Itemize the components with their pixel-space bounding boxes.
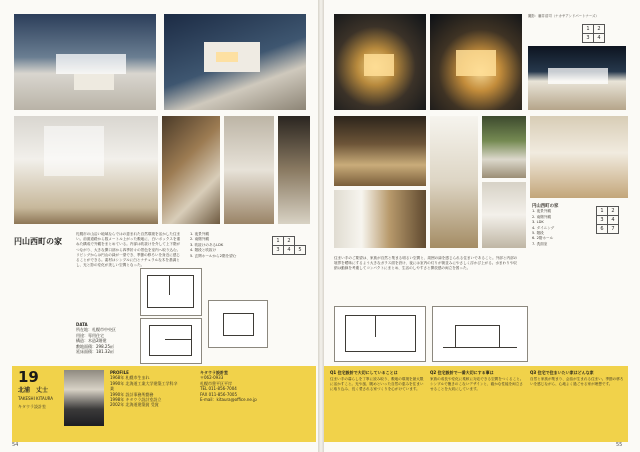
page-number-right: 55 bbox=[616, 442, 623, 448]
left-body-text: 札幌市の山沿い地域ならではの恵まれた自然環境を活かした住まい。前面道路から数メートル上がった敷地に、白いボックスを重ねた構成で外観をまとめている。内部は吹抜けを介して上下階がつながり、大きな開口部から四季折々の景色を室内へ取り込む。リビングからは円山の緑が一望でき、季節の移ろいを身近に感じることができる。素材はシンプルに白とナチュラルな木を基調とし、光と影の変化が美しい空間となった。 bbox=[76, 232, 181, 268]
data-line: 延床面積：181.32㎡ bbox=[76, 349, 114, 355]
office-line: FAX 011-856-7005 bbox=[200, 391, 238, 397]
profile-line: 1968年 札幌市生まれ bbox=[110, 375, 150, 381]
data-line: 所在地：札幌市中央区 bbox=[76, 327, 116, 333]
grid-cell: 6 bbox=[597, 225, 608, 234]
right-body-text: 住まい手のご要望は、家族が自然と集まる明るい空間と、周囲の緑を感じられる住まいであること。外部と内部の境界を曖昧にするよう大きなガラス面を設け、夜には室内の灯りが街並みにやさしく浮かび上がる。水まわりや収納は動線を考慮してコンパクトにまとめ、生活のしやすさと開放感の両立を図った。 bbox=[334, 256, 518, 271]
section-drawing bbox=[432, 306, 528, 362]
window-photo bbox=[334, 190, 426, 248]
night-exterior-photo-2 bbox=[430, 14, 522, 110]
right-column-title: 円山西町の家 bbox=[532, 204, 559, 209]
interior-living-photo bbox=[14, 116, 158, 224]
grid-cell: 2 bbox=[608, 207, 619, 216]
office-short: キタウラ設計室 bbox=[18, 404, 46, 409]
profile-block bbox=[110, 370, 180, 408]
grid-cell: 3 bbox=[273, 246, 284, 255]
caption-item: 6. 2階ホール bbox=[532, 236, 554, 241]
floor-plan-2 bbox=[140, 318, 202, 364]
kitchen-photo bbox=[530, 116, 628, 198]
profile-line: 1990年 北海道工業大学建築工学科卒業 bbox=[110, 380, 178, 392]
data-line: 用途：専用住宅 bbox=[76, 332, 104, 338]
data-heading: DATA bbox=[76, 322, 88, 327]
architect-name-en: TAKESHI KITAURA bbox=[18, 396, 53, 401]
question-3: Q3 住宅で住まいたい家はどんな家 bbox=[530, 370, 594, 375]
grid-cell: 3 bbox=[597, 216, 608, 225]
office-block bbox=[200, 370, 310, 402]
site-plan bbox=[208, 300, 268, 348]
left-captions bbox=[190, 232, 270, 259]
grid-cell: 4 bbox=[594, 34, 605, 43]
question-1: Q1 住宅設計で大切にしていることは bbox=[330, 370, 398, 375]
project-title-left: 円山西町の家 bbox=[14, 237, 62, 246]
exterior-photo-2 bbox=[164, 14, 306, 110]
data-block bbox=[76, 322, 140, 354]
office-line: 〒062-0933 bbox=[200, 375, 224, 381]
caption-4: 4. 階段と吹抜け bbox=[190, 248, 217, 253]
caption-item: 4. ダイニング bbox=[532, 225, 555, 230]
answer-3: 自然と家族が集まり、会話が生まれる住まい。季節の移ろいを感じながら、心地よく過ごせる家が理想です。 bbox=[530, 377, 624, 386]
profile-line: 1998年 キタウラ設計室設立 bbox=[110, 397, 162, 403]
floor-plan-1 bbox=[140, 268, 202, 316]
office-line: TEL 011-856-7004 bbox=[200, 386, 237, 392]
data-line: 構造：木造2階建 bbox=[76, 338, 107, 344]
grid-cell: 4 bbox=[284, 246, 295, 255]
grid-cell: 4 bbox=[608, 216, 619, 225]
photo-credit: 撮影：藤井浩司（ナカサアンドパートナーズ） bbox=[528, 14, 599, 18]
interior-dark-photo bbox=[334, 116, 426, 186]
grid-cell: 3 bbox=[583, 34, 594, 43]
caption-item: 3. LDK bbox=[532, 220, 544, 225]
bright-interior-photo bbox=[430, 116, 478, 248]
caption-item: 7. 洗面室 bbox=[532, 241, 548, 246]
caption-item: 1. 夜景外観 bbox=[532, 209, 551, 214]
grid-cell: 7 bbox=[608, 225, 619, 234]
page-number-left: 54 bbox=[12, 442, 19, 448]
caption-3: 3. 吹抜けのあるLDK bbox=[190, 242, 224, 247]
profile-line: 1990年 設計事務所勤務 bbox=[110, 391, 154, 397]
profile-heading: PROFILE bbox=[110, 370, 129, 375]
architect-portrait bbox=[64, 370, 104, 426]
caption-1: 1. 夜景外観 bbox=[190, 232, 209, 236]
architect-name: 北浦 丈士 bbox=[18, 387, 49, 394]
exterior-photo-1 bbox=[14, 14, 156, 110]
grid-cell: 1 bbox=[273, 237, 284, 246]
stair-photo bbox=[162, 116, 220, 224]
office-line: 札幌市豊平区平岸 bbox=[200, 380, 232, 386]
data-line: 敷地面積：298.25㎡ bbox=[76, 343, 114, 349]
entry-number: 19 bbox=[18, 368, 39, 386]
grid-cell: 2 bbox=[594, 25, 605, 34]
night-exterior-photo-1 bbox=[334, 14, 426, 110]
grid-cell: 2 bbox=[284, 237, 295, 246]
grid-cell: 1 bbox=[583, 25, 594, 34]
photo-index-grid-right-2 bbox=[596, 206, 619, 234]
green-view-photo bbox=[482, 116, 526, 178]
grid-cell: 1 bbox=[597, 207, 608, 216]
answer-1: 住まい手の暮らしを丁寧に読み取り、敷地の環境を最大限に活かすこと。光や風、眺めといった自然の恵みを住まいに取り込み、長く愛される家づくりを心がけています。 bbox=[330, 377, 424, 391]
question-2: Q2 住宅設計で一番大切にする事は bbox=[430, 370, 494, 375]
night-exterior-photo-3 bbox=[528, 46, 626, 110]
caption-item: 2. 南側外観 bbox=[532, 214, 551, 219]
grid-cell: 5 bbox=[295, 246, 306, 255]
caption-2: 2. 南側外観 bbox=[190, 237, 209, 242]
office-line: E-mail：kitaura@office.ne.jp bbox=[200, 397, 257, 403]
profile-line: 2002年 北海道建築賞 受賞 bbox=[110, 402, 159, 408]
photo-index-grid-left bbox=[272, 236, 306, 255]
hall-view-photo bbox=[482, 182, 526, 248]
hall-photo bbox=[278, 116, 310, 224]
caption-5: 5. 玄関ホールから2階を望む bbox=[190, 253, 237, 258]
caption-item: 5. 階段 bbox=[532, 231, 544, 236]
room-photo bbox=[224, 116, 274, 224]
office-heading: キタウラ設計室 bbox=[200, 370, 228, 375]
answer-2: 家族の成長や変化に柔軟に対応できる空間をつくること。シンプルで飽きのこないデザインと、確かな性能を両立させることを大切にしています。 bbox=[430, 377, 524, 391]
photo-index-grid-right bbox=[582, 24, 605, 43]
floor-plan-3 bbox=[334, 306, 426, 362]
